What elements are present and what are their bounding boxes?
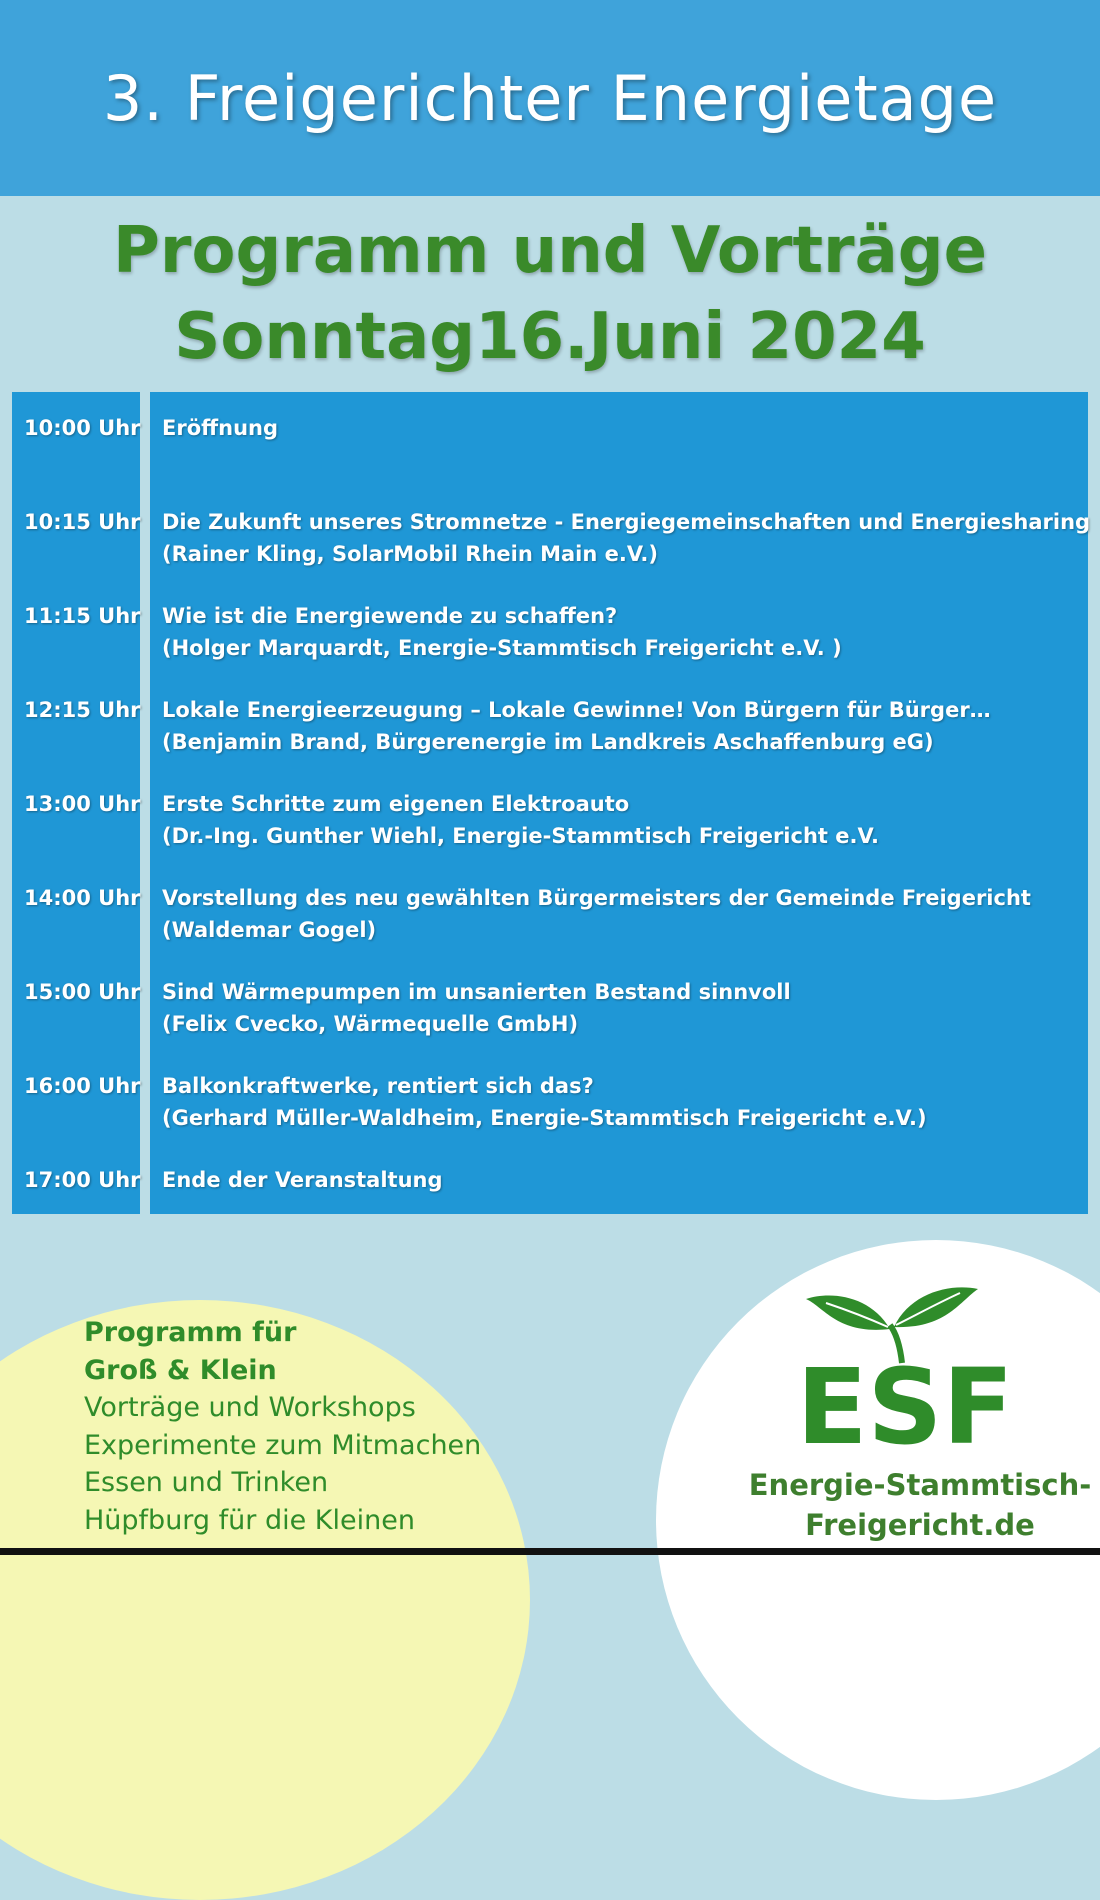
schedule-title: Balkonkraftwerke, rentiert sich das?: [162, 1074, 594, 1098]
schedule-title: Erste Schritte zum eigenen Elektroauto: [162, 792, 630, 816]
schedule-row: [0, 886, 1100, 966]
extras-item: Vorträge und Workshops: [84, 1392, 416, 1423]
event-date: Sonntag16.Juni 2024: [174, 300, 926, 374]
schedule-speaker: (Benjamin Brand, Bürgerenergie im Landkreis Aschaffenburg eG): [162, 730, 934, 754]
schedule-speaker: (Gerhard Müller-Waldheim, Energie-Stammtisch Freigericht e.V.): [162, 1106, 927, 1130]
schedule-speaker: (Dr.-Ing. Gunther Wiehl, Energie-Stammtisch Freigericht e.V.: [162, 824, 879, 848]
schedule-speaker: (Holger Marquardt, Energie-Stammtisch Freigericht e.V. ): [162, 636, 842, 660]
schedule-speaker: (Rainer Kling, SolarMobil Rhein Main e.V.): [162, 542, 658, 566]
schedule-title: Vorstellung des neu gewählten Bürgermeisters der Gemeinde Freigericht: [162, 886, 1031, 910]
schedule-time: 12:15 Uhr: [24, 698, 141, 722]
schedule-speaker: (Waldemar Gogel): [162, 918, 377, 942]
schedule-time: 14:00 Uhr: [24, 886, 141, 910]
extras-item: Programm für: [84, 1317, 297, 1348]
logo-name-line2: Freigericht.de: [805, 1508, 1035, 1542]
schedule-row: [0, 604, 1100, 684]
schedule-row: [0, 1074, 1100, 1154]
schedule-title: Wie ist die Energiewende zu schaffen?: [162, 604, 618, 628]
schedule-title: Ende der Veranstaltung: [162, 1168, 443, 1192]
schedule-title: Die Zukunft unseres Stromnetze - Energiegemeinschaften und Energiesharing: [162, 510, 1091, 534]
schedule-time: 11:15 Uhr: [24, 604, 141, 628]
schedule-row: [0, 980, 1100, 1060]
schedule-time: 16:00 Uhr: [24, 1074, 141, 1098]
schedule-speaker: (Felix Cvecko, Wärmequelle GmbH): [162, 1012, 579, 1036]
extras-item: Experimente zum Mitmachen: [84, 1429, 482, 1461]
header-banner: [0, 0, 1100, 196]
extras-item: Hüpfburg für die Kleinen: [84, 1504, 415, 1536]
schedule-time: 13:00 Uhr: [24, 792, 141, 816]
schedule-title: Sind Wärmepumpen im unsanierten Bestand sinnvoll: [162, 980, 791, 1004]
extras-list: [84, 1314, 481, 1539]
logo-name-line1: Energie-Stammtisch-: [748, 1468, 1092, 1502]
schedule-row: [0, 698, 1100, 778]
schedule-time: 17:00 Uhr: [24, 1168, 141, 1192]
schedule-title: Lokale Energieerzeugung – Lokale Gewinne! Von Bürgern für Bürger…: [162, 698, 991, 722]
schedule-row: [0, 510, 1100, 590]
schedule-time: 15:00 Uhr: [24, 980, 141, 1004]
schedule-time: 10:15 Uhr: [24, 510, 141, 534]
schedule-row: [0, 416, 1100, 496]
program-heading: Programm und Vorträge: [113, 214, 987, 288]
schedule-row: [0, 1168, 1100, 1248]
schedule-title: Eröffnung: [162, 416, 279, 440]
extras-item: Groß & Klein: [84, 1354, 277, 1386]
event-title: 3. Freigerichter Energietage: [102, 61, 998, 135]
logo-letters: ESF: [796, 1346, 1014, 1455]
schedule-row: [0, 792, 1100, 872]
schedule-time: 10:00 Uhr: [24, 416, 141, 440]
bottom-border: [0, 1548, 1100, 1555]
extras-item: Essen und Trinken: [84, 1467, 329, 1498]
esf-logo: [790, 1285, 1020, 1455]
